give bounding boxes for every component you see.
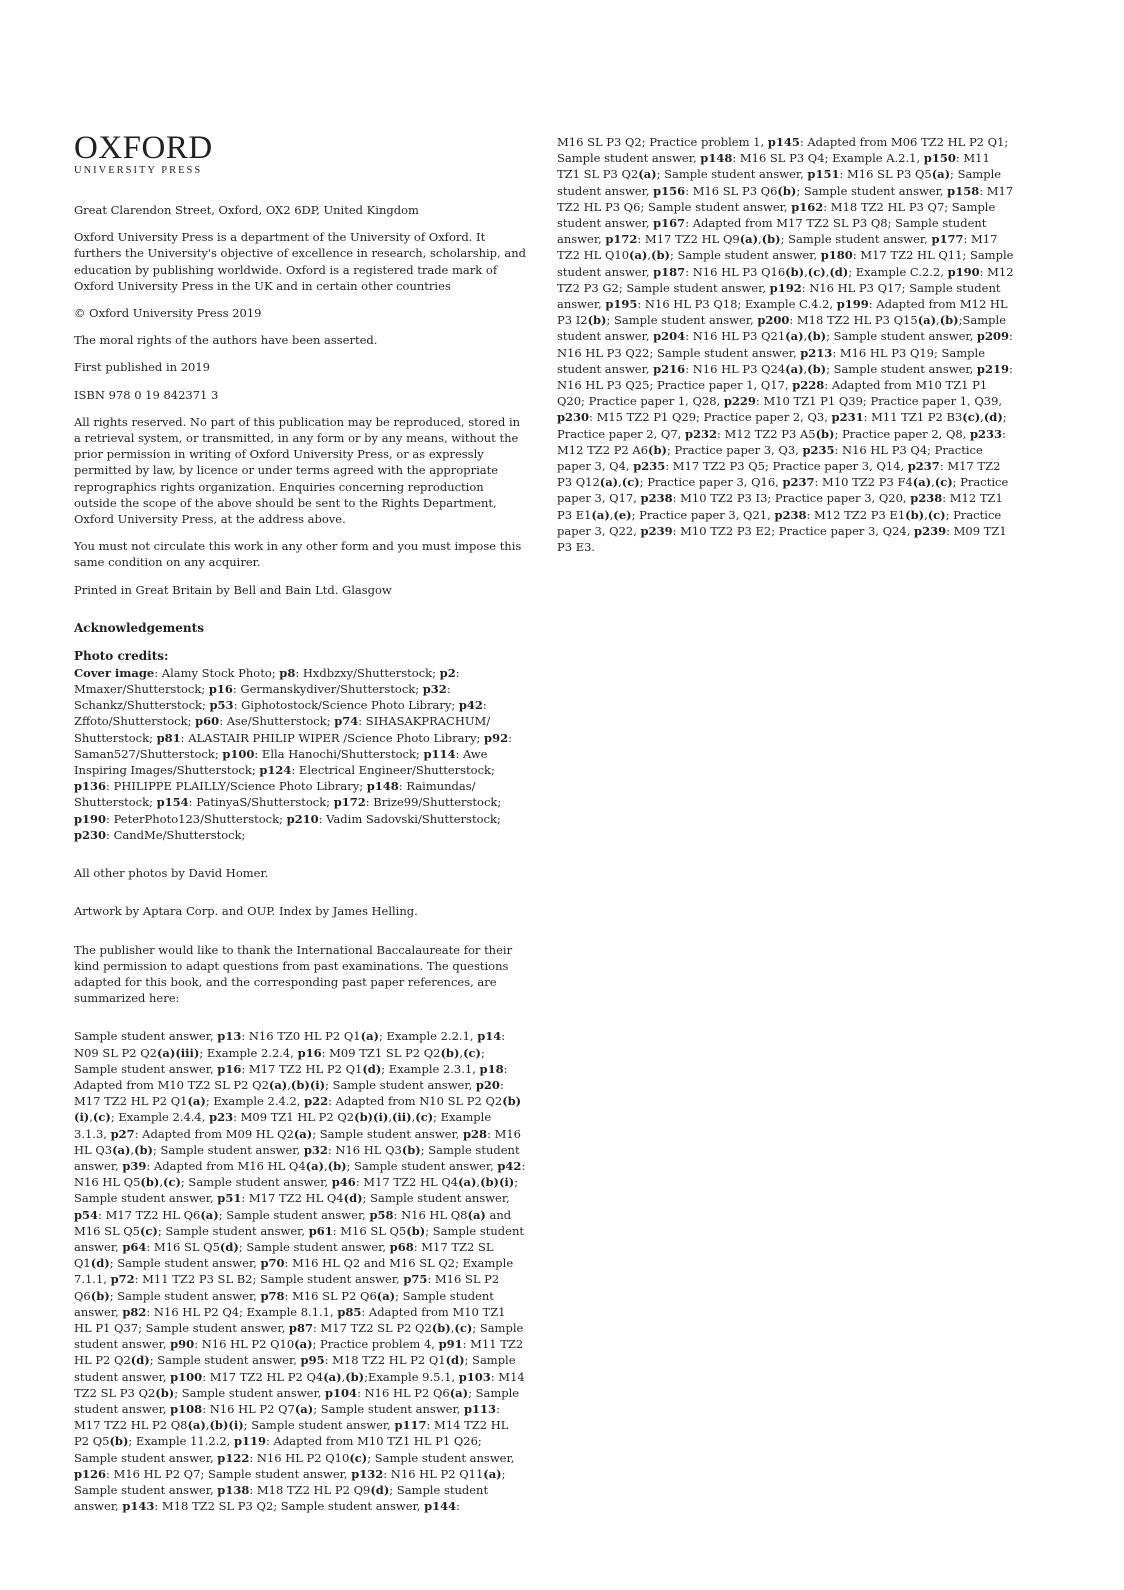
ib-thanks: The publisher would like to thank the International Baccalaureate for their kind permission to adapt questions from past examinations. The questions adapted for this book, and the corresponding past paper references, are summarized here: <box>74 942 513 1006</box>
bold-reference: p2 <box>439 665 456 680</box>
bold-reference: (a) <box>483 1466 502 1481</box>
logo-wordmark: OXFORD <box>74 130 213 166</box>
bold-reference: p72 <box>110 1272 135 1287</box>
bold-reference: p145 <box>767 135 800 149</box>
bold-reference: p195 <box>605 297 638 312</box>
bold-reference: p16 <box>208 682 233 697</box>
bold-reference: p54 <box>74 1207 99 1222</box>
bold-reference: (a) <box>931 167 951 182</box>
bold-reference: p104 <box>325 1385 358 1400</box>
bold-reference: p237 <box>782 475 815 490</box>
bold-reference: p91 <box>438 1337 463 1352</box>
bold-reference: p46 <box>331 1175 356 1190</box>
bold-reference: p237 <box>907 459 940 474</box>
bold-reference: (b)(i) <box>290 1077 326 1092</box>
bold-reference: (a) <box>112 1142 131 1157</box>
moral-rights: The moral rights of the authors have been asserted. <box>74 333 378 348</box>
bold-reference: p235 <box>633 459 666 474</box>
bold-reference: p238 <box>910 491 943 506</box>
bold-reference: p230 <box>74 827 107 842</box>
bold-reference: p192 <box>769 280 802 295</box>
bold-reference: p68 <box>389 1239 414 1254</box>
bold-reference: p180 <box>820 248 853 263</box>
bold-reference: (a) <box>785 361 804 376</box>
bold-reference: p238 <box>640 491 673 506</box>
bold-reference: (c) <box>934 475 953 490</box>
bold-reference: p100 <box>170 1369 203 1384</box>
publisher-about: Oxford University Press is a department of the University of Oxford. It furthers the University's objective of excellence in research, scholarship, and education by publishing worldwide. Oxford is a registered trade mark of Oxford University Press in the UK and in certain other countries <box>74 230 526 293</box>
bold-reference: (c) <box>92 1110 111 1125</box>
bold-reference: (b) <box>345 1369 365 1384</box>
bold-reference: (d) <box>370 1483 390 1497</box>
bold-reference: p124 <box>259 763 292 778</box>
bold-reference: p90 <box>170 1337 195 1352</box>
photo-credits-heading: Photo credits: <box>74 648 169 663</box>
bold-reference: (a) <box>785 329 804 344</box>
bold-reference: (b) <box>327 1158 347 1173</box>
logo-subtitle: UNIVERSITY PRESS <box>74 165 203 176</box>
bold-reference: (a) <box>638 167 657 182</box>
bold-reference: p20 <box>475 1077 500 1092</box>
bold-reference: (c) <box>463 1045 481 1060</box>
rights-reserved: All rights reserved. No part of this publication may be reproduced, stored in a retrieval system, or transmitted, in any form or by any means, without the prior permission in writing of Oxford University Press, or as expressly permitted by law, by licence or under terms agreed with the appropriate reprographics rights organization. Enquiries concerning reproduction outside the scope of the above should be sent to the Rights Department, Oxford University Press, at the address above. <box>74 414 521 527</box>
bold-reference: p14 <box>477 1029 502 1044</box>
bold-reference: (b) <box>777 183 797 198</box>
bold-reference: p81 <box>156 730 181 745</box>
bold-reference: p39 <box>122 1158 147 1173</box>
bold-reference: p28 <box>463 1126 488 1141</box>
bold-reference: p87 <box>288 1320 313 1335</box>
bold-reference: (a) <box>268 1077 288 1092</box>
bold-reference: p53 <box>209 698 234 713</box>
bold-reference: (a) <box>294 1401 314 1416</box>
bold-reference: p177 <box>931 232 964 247</box>
bold-reference: p162 <box>791 199 824 214</box>
bold-reference: p64 <box>122 1239 147 1254</box>
bold-reference: p61 <box>308 1223 333 1238</box>
bold-reference: p58 <box>369 1207 394 1222</box>
bold-reference: (c) <box>163 1175 181 1190</box>
bold-reference: (b) <box>155 1385 175 1400</box>
bold-reference: p117 <box>394 1418 427 1433</box>
bold-reference: p148 <box>700 151 733 166</box>
bold-reference: (a) <box>917 313 937 328</box>
bold-reference: (b)(i) <box>74 1094 522 1125</box>
bold-reference: p16 <box>297 1045 322 1060</box>
bold-reference: p27 <box>110 1126 135 1141</box>
bold-reference: p172 <box>605 232 638 247</box>
bold-reference: (b) <box>140 1175 160 1190</box>
bold-reference: (b) <box>109 1434 129 1449</box>
bold-reference: (ii) <box>391 1110 412 1125</box>
copyright-notice: © Oxford University Press 2019 <box>74 306 262 321</box>
bold-reference: (d) <box>343 1191 363 1206</box>
artwork-credit: Artwork by Aptara Corp. and OUP. Index by James Helling. <box>74 904 418 919</box>
bold-reference: (a) <box>449 1385 469 1400</box>
bold-reference: (c) <box>927 507 946 522</box>
bold-reference: p74 <box>334 714 359 729</box>
bold-reference: p229 <box>723 394 756 409</box>
bold-reference: p51 <box>217 1191 242 1206</box>
bold-reference: (b) <box>785 264 805 279</box>
bold-reference: p154 <box>156 795 189 810</box>
bold-reference: p119 <box>233 1434 267 1449</box>
bold-reference: (a) <box>294 1337 313 1352</box>
bold-reference: p148 <box>366 779 399 794</box>
bold-reference: p219 <box>976 361 1009 376</box>
bold-reference: p136 <box>74 779 107 794</box>
bold-reference: p199 <box>836 297 869 312</box>
bold-reference: (b) <box>587 313 607 328</box>
bold-reference: (a) <box>739 232 759 247</box>
first-published: First published in 2019 <box>74 360 210 375</box>
bold-reference: (d) <box>983 410 1003 425</box>
bold-reference: (b) <box>90 1288 110 1303</box>
bold-reference: (b) <box>807 361 827 376</box>
bold-reference: p187 <box>653 264 686 279</box>
isbn: ISBN 978 0 19 842371 3 <box>74 387 219 402</box>
bold-reference: p13 <box>217 1029 242 1044</box>
bold-reference: (a) <box>629 248 648 263</box>
bold-reference: (b) <box>815 426 835 441</box>
bold-reference: p22 <box>304 1094 329 1109</box>
bold-reference: p103 <box>458 1369 491 1384</box>
bold-reference: p209 <box>976 329 1009 344</box>
bold-reference: (a) <box>591 507 610 522</box>
bold-reference: p16 <box>217 1061 242 1076</box>
bold-reference: (a) <box>458 1175 477 1190</box>
bold-reference: (b) <box>939 313 959 328</box>
bold-reference: (c) <box>962 410 981 425</box>
bold-reference: (c) <box>454 1320 473 1335</box>
bold-reference: p122 <box>217 1450 250 1465</box>
bold-reference: (a) <box>293 1126 313 1141</box>
bold-reference: p150 <box>923 151 956 166</box>
bold-reference: p228 <box>792 378 825 393</box>
bold-reference: p75 <box>403 1272 428 1287</box>
bold-reference: p85 <box>337 1304 362 1319</box>
bold-reference: (a) <box>376 1288 396 1303</box>
bold-reference: (b)(i) <box>480 1175 515 1190</box>
bold-reference: (a) <box>323 1369 342 1384</box>
bold-reference: (b) <box>807 329 827 344</box>
bold-reference: (d) <box>829 264 849 279</box>
bold-reference: p126 <box>74 1466 107 1481</box>
bold-reference: p239 <box>640 523 673 538</box>
bold-reference: p190 <box>74 811 107 826</box>
bold-reference: (b) <box>651 248 670 263</box>
printer-info: Printed in Great Britain by Bell and Bain Ltd. Glasgow <box>74 582 392 597</box>
photo-credits-text: Cover image: Alamy Stock Photo; p8: Hxdbzxy/Shutterstock; p2: Mmaxer/Shutterstock; p16: Germanskydiver/Shutterstock; p32: Schankz/Shutterstock; p53: Giphotostock/Science Photo Library; p42: Zffoto/Shutterstock; p60: Ase/Shutterstock; p74: SIHASAKPRACHUM/ Shutterstock; p81: ALASTAIR PHILIP WIPER /Science Photo Library; p92: Saman527/Shutterstock; p100: Ella Hanochi/Shutterstock; p114: Awe Inspiring Images/Shutterstock; p124: Electrical Engineer/Shutterstock; p136: PHILIPPE PLAILLY/Science Photo Library; p148: Raimundas/ Shutterstock; p154: PatinyaS/Shutterstock; p172: Brize99/Shutterstock; p190: PeterPhoto123/Shutterstock; p210: Vadim Sadovski/Shutterstock; p230: CandMe/Shutterstock; <box>74 665 512 842</box>
bold-reference: (c) <box>807 264 826 279</box>
bold-reference: p143 <box>122 1499 155 1514</box>
past-paper-references-right: M16 SL P3 Q2; Practice problem 1, p145: Adapted from M06 TZ2 HL P2 Q1; Sample student answer, p148: M16 SL P3 Q4; Example A.2.1, p150: M11 TZ1 SL P3 Q2(a); Sample student answer, p151: M16 SL P3 Q5(a); Sample student answer, p156: M16 SL P3 Q6(b); Sample student answer, p158: M17 TZ2 HL P3 Q6; Sample student answer, p162: M18 TZ2 HL P3 Q7; Sample student answer, p167: Adapted from M17 TZ2 SL P3 Q8; Sample student answer, p172: M17 TZ2 HL Q9(a),(b); Sample student answer, p177: M17 TZ2 HL Q10(a),(b); Sample student answer, p180: M17 TZ2 HL Q11; Sample student answer, p187: N16 HL P3 Q16(b),(c),(d); Example C.2.2, p190: M12 TZ2 P3 G2; Sample student answer, p192: N16 HL P3 Q17; Sample student answer, p195: N16 HL P3 Q18; Example C.4.2, p199: Adapted from M12 HL P3 I2(b); Sample student answer, p200: M18 TZ2 HL P3 Q15(a),(b);Sample student answer, p204: N16 HL P3 Q21(a),(b); Sample student answer, p209: N16 HL P3 Q22; Sample student answer, p213: M16 HL P3 Q19; Sample student answer, p216: N16 HL P3 Q24(a),(b); Sample student answer, p219: N16 HL P3 Q25; Practice paper 1, Q17, p228: Adapted from M10 TZ1 P1 Q20; Practice paper 1, Q28, p229: M10 TZ1 P1 Q39; Practice paper 1, Q39, p230: M15 TZ2 P1 Q29; Practice paper 2, Q3, p231: M11 TZ1 P2 B3(c),(d); Practice paper 2, Q7, p232: M12 TZ2 P3 A5(b); Practice paper 2, Q8, p233: M12 TZ2 P2 A6(b); Practice paper 3, Q3, p235: N16 HL P3 Q4; Practice paper 3, Q4, p235: M17 TZ2 P3 Q5; Practice paper 3, Q14, p237: M17 TZ2 P3 Q12(a),(c); Practice paper 3, Q16, p237: M10 TZ2 P3 F4(a),(c); Practice paper 3, Q17, p238: M10 TZ2 P3 I3; Practice paper 3, Q20, p238: M12 TZ1 P3 E1(a),(e); Practice paper 3, Q21, p238: M12 TZ2 P3 E1(b),(c); Practice paper 3, Q22, p239: M10 TZ2 P3 E2; Practice paper 3, Q24, p239: M09 TZ1 P3 E3. <box>557 135 1014 555</box>
bold-reference: (a) <box>187 1418 206 1433</box>
oxford-logo <box>74 130 526 178</box>
bold-reference: p156 <box>653 183 686 198</box>
bold-reference: (b) <box>648 442 667 457</box>
bold-reference: p235 <box>802 442 835 457</box>
bold-reference: (b) <box>440 1045 460 1060</box>
bold-reference: (b) <box>431 1320 451 1335</box>
bold-reference: p132 <box>351 1466 384 1481</box>
bold-reference: (d) <box>445 1353 465 1368</box>
bold-reference: (d) <box>362 1061 382 1076</box>
bold-reference: p151 <box>807 167 840 182</box>
bold-reference: (e) <box>613 507 632 522</box>
bold-reference: p100 <box>222 746 255 761</box>
bold-reference: p231 <box>831 410 864 425</box>
bold-reference: p239 <box>914 523 947 538</box>
bold-reference: p238 <box>774 507 807 522</box>
bold-reference: p78 <box>260 1288 285 1303</box>
bold-reference: p60 <box>195 714 220 729</box>
bold-reference: (d) <box>219 1239 239 1254</box>
bold-reference: p82 <box>122 1304 147 1319</box>
bold-reference: p210 <box>286 811 319 826</box>
bold-reference: p158 <box>947 183 980 198</box>
bold-reference: p190 <box>947 264 980 279</box>
bold-reference: (c) <box>415 1110 434 1125</box>
bold-reference: (a) <box>360 1029 379 1044</box>
bold-reference: p200 <box>757 313 790 328</box>
past-paper-references-left: Sample student answer, p13: N16 TZ0 HL P2 Q1(a); Example 2.2.1, p14: N09 SL P2 Q2(a)(iii); Example 2.2.4, p16: M09 TZ1 SL P2 Q2(b),(c); Sample student answer, p16: M17 TZ2 HL P2 Q1(d); Example 2.3.1, p18: Adapted from M10 TZ2 SL P2 Q2(a),(b)(i); Sample student answer, p20: M17 TZ2 HL P2 Q1(a); Example 2.4.2, p22: Adapted from N10 SL P2 Q2(b)(i),(c); Example 2.4.4, p23: M09 TZ1 HL P2 Q2(b)(i),(ii),(c); Example 3.1.3, p27: Adapted from M09 HL Q2(a); Sample student answer, p28: M16 HL Q3(a),(b); Sample student answer, p32: N16 HL Q3(b); Sample student answer, p39: Adapted from M16 HL Q4(a),(b); Sample student answer, p42: N16 HL Q5(b),(c); Sample student answer, p46: M17 TZ2 HL Q4(a),(b)(i); Sample student answer, p51: M17 TZ2 HL Q4(d); Sample student answer, p54: M17 TZ2 HL Q6(a); Sample student answer, p58: N16 HL Q8(a) and M16 SL Q5(c); Sample student answer, p61: M16 SL Q5(b); Sample student answer, p64: M16 SL Q5(d); Sample student answer, p68: M17 TZ2 SL Q1(d); Sample student answer, p70: M16 HL Q2 and M16 SL Q2; Example 7.1.1, p72: M11 TZ2 P3 SL B2; Sample student answer, p75: M16 SL P2 Q6(b); Sample student answer, p78: M16 SL P2 Q6(a); Sample student answer, p82: N16 HL P2 Q4; Example 8.1.1, p85: Adapted from M10 TZ1 HL P1 Q37; Sample student answer, p87: M17 TZ2 SL P2 Q2(b),(c); Sample student answer, p90: N16 HL P2 Q10(a); Practice problem 4, p91: M11 TZ2 HL P2 Q2(d); Sample student answer, p95: M18 TZ2 HL P2 Q1(d); Sample student answer, p100: M17 TZ2 HL P2 Q4(a),(b);Example 9.5.1, p103: M14 TZ2 SL P3 Q2(b); Sample student answer, p104: N16 HL P2 Q6(a); Sample student answer, p108: N16 HL P2 Q7(a); Sample student answer, p113: M17 TZ2 HL P2 Q8(a),(b)(i); Sample student answer, p117: M14 TZ2 HL P2 Q5(b); Example 11.2.2, p119: Adapted from M10 TZ1 HL P1 Q26; Sample student answer, p122: N16 HL P2 Q10(c); Sample student answer, p126: M16 HL P2 Q7; Sample student answer, p132: N16 HL P2 Q11(a); Sample student answer, p138: M18 TZ2 HL P2 Q9(d); Sample student answer, p143: M18 TZ2 SL P3 Q2; Sample student answer, p144: <box>74 1029 526 1514</box>
bold-reference: p232 <box>684 426 718 441</box>
bold-reference: p114 <box>423 746 456 761</box>
bold-reference: p70 <box>260 1256 285 1271</box>
bold-reference: (b)(i) <box>354 1110 389 1125</box>
bold-reference: (b) <box>761 232 781 247</box>
bold-reference: (b) <box>905 507 925 522</box>
bold-reference: (b) <box>134 1142 154 1157</box>
bold-reference: (b) <box>406 1223 426 1238</box>
bold-reference: p213 <box>800 345 833 360</box>
bold-reference: (d) <box>90 1256 110 1271</box>
acknowledgements-heading: Acknowledgements <box>74 620 204 635</box>
bold-reference: (c) <box>621 475 640 490</box>
bold-reference: (d) <box>130 1353 150 1368</box>
bold-reference: (a) <box>200 1207 219 1222</box>
bold-reference: p32 <box>422 682 447 697</box>
bold-reference: p216 <box>653 361 686 376</box>
bold-reference: p92 <box>484 730 509 745</box>
bold-reference: p108 <box>170 1401 203 1416</box>
bold-reference: p172 <box>333 795 366 810</box>
bold-reference: (c) <box>349 1450 368 1465</box>
bold-reference: p167 <box>653 216 686 231</box>
bold-reference: p42 <box>458 698 483 713</box>
bold-reference: p144 <box>424 1499 457 1514</box>
circulation-notice: You must not circulate this work in any other form and you must impose this same condition on any acquirer. <box>74 539 522 570</box>
bold-reference: (a) <box>187 1094 206 1109</box>
bold-reference: (a) <box>599 475 619 490</box>
bold-reference: p113 <box>464 1401 497 1416</box>
publisher-address: Great Clarendon Street, Oxford, OX2 6DP, United Kingdom <box>74 203 419 217</box>
bold-reference: p32 <box>303 1142 328 1157</box>
bold-reference: p23 <box>209 1110 234 1125</box>
bold-reference: p138 <box>217 1483 250 1497</box>
bold-reference: p42 <box>497 1158 522 1173</box>
other-photos-credit: All other photos by David Homer. <box>74 866 269 881</box>
bold-reference: (a)(iii) <box>156 1045 200 1060</box>
bold-reference: (a) <box>467 1207 486 1222</box>
left-column <box>74 130 526 1514</box>
bold-reference: p233 <box>970 426 1003 441</box>
bold-reference: p18 <box>479 1061 504 1076</box>
right-column <box>557 134 1015 555</box>
bold-reference: p204 <box>653 329 686 344</box>
bold-reference: (a) <box>305 1158 324 1173</box>
bold-reference: (b)(i) <box>209 1418 244 1433</box>
bold-reference: Cover image <box>74 665 155 680</box>
bold-reference: p8 <box>279 665 296 680</box>
bold-reference: p95 <box>300 1353 325 1368</box>
bold-reference: (a) <box>912 475 932 490</box>
bold-reference: p230 <box>557 410 590 425</box>
bold-reference: (b) <box>401 1142 421 1157</box>
bold-reference: (c) <box>139 1223 158 1238</box>
